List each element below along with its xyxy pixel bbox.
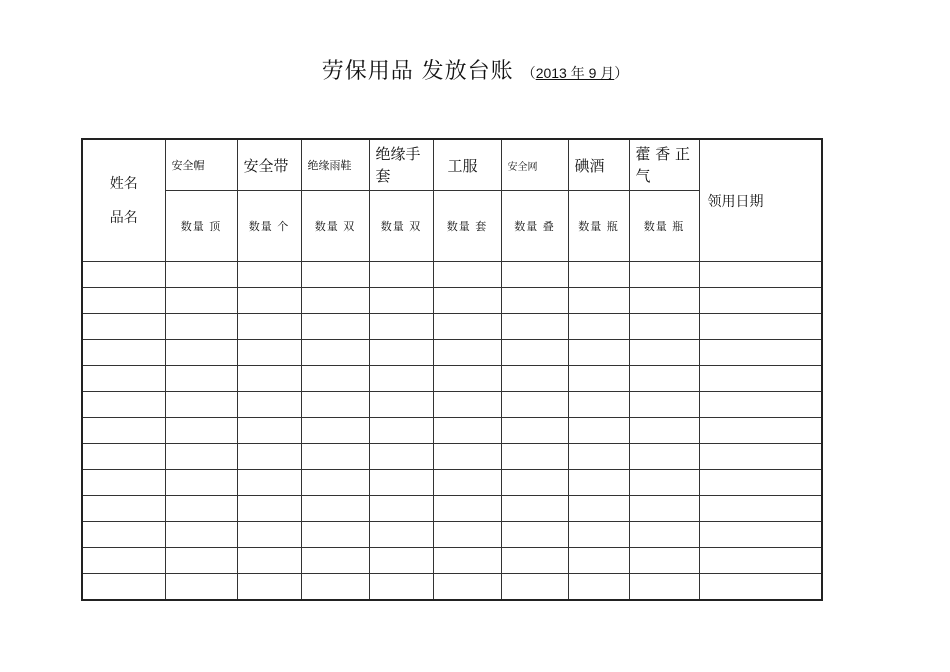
table-cell[interactable] [369, 470, 433, 496]
page-title [0, 54, 950, 85]
table-cell[interactable] [301, 314, 369, 340]
header-row-items [82, 139, 822, 191]
table-cell[interactable] [501, 522, 568, 548]
item-header-insulated-gloves: 绝缘手套 [369, 139, 433, 191]
table-cell[interactable] [165, 574, 237, 601]
table-cell[interactable] [629, 262, 699, 288]
table-cell[interactable] [165, 548, 237, 574]
corner-cell [82, 139, 165, 262]
table-cell[interactable] [165, 418, 237, 444]
table-cell[interactable] [699, 444, 822, 470]
table-cell[interactable] [301, 444, 369, 470]
table-cell[interactable] [568, 548, 629, 574]
table-cell[interactable] [369, 444, 433, 470]
table-cell[interactable] [629, 574, 699, 601]
unit-header: 数量 双 [369, 191, 433, 262]
table-cell[interactable] [82, 548, 165, 574]
table-cell[interactable] [568, 444, 629, 470]
table-cell[interactable] [165, 314, 237, 340]
table-cell[interactable] [501, 288, 568, 314]
table-cell[interactable] [699, 470, 822, 496]
table-cell[interactable] [629, 548, 699, 574]
table-cell[interactable] [165, 444, 237, 470]
table-cell[interactable] [301, 288, 369, 314]
table-cell[interactable] [165, 392, 237, 418]
table-cell[interactable] [629, 314, 699, 340]
table-row [82, 314, 822, 340]
table-cell[interactable] [165, 340, 237, 366]
table-cell[interactable] [501, 340, 568, 366]
table-cell[interactable] [82, 574, 165, 601]
table-cell[interactable] [433, 470, 501, 496]
item-header-helmet: 安全帽 [165, 139, 237, 191]
table-row [82, 340, 822, 366]
item-header-workwear: 工服 [433, 139, 501, 191]
table-cell[interactable] [82, 340, 165, 366]
table-cell[interactable] [237, 340, 301, 366]
table-cell[interactable] [699, 340, 822, 366]
table-cell[interactable] [699, 522, 822, 548]
item-header-safety-net: 安全网 [501, 139, 568, 191]
table-cell[interactable] [629, 392, 699, 418]
table-row [82, 444, 822, 470]
table-cell[interactable] [237, 574, 301, 601]
table-cell[interactable] [237, 470, 301, 496]
title-paren-close: ） [614, 66, 629, 82]
table-cell[interactable] [629, 288, 699, 314]
table-cell[interactable] [301, 574, 369, 601]
table-cell[interactable] [82, 522, 165, 548]
table-cell[interactable] [237, 314, 301, 340]
table-row [82, 262, 822, 288]
table-cell[interactable] [369, 392, 433, 418]
table-cell[interactable] [568, 262, 629, 288]
table-cell[interactable] [568, 340, 629, 366]
table-cell[interactable] [501, 314, 568, 340]
table-cell[interactable] [82, 444, 165, 470]
table-cell[interactable] [165, 522, 237, 548]
table-cell[interactable] [568, 418, 629, 444]
unit-header: 数量 套 [433, 191, 501, 262]
table-cell[interactable] [501, 392, 568, 418]
table-cell[interactable] [237, 418, 301, 444]
table-cell[interactable] [369, 548, 433, 574]
table-row [82, 522, 822, 548]
table-cell[interactable] [568, 392, 629, 418]
table-cell[interactable] [237, 392, 301, 418]
table-cell[interactable] [82, 418, 165, 444]
table-cell[interactable] [369, 340, 433, 366]
table-cell[interactable] [629, 496, 699, 522]
table-cell[interactable] [433, 314, 501, 340]
table-cell[interactable] [301, 418, 369, 444]
table-cell[interactable] [568, 288, 629, 314]
table-cell[interactable] [568, 470, 629, 496]
table-cell[interactable] [699, 392, 822, 418]
unit-header: 数量 个 [237, 191, 301, 262]
table-cell[interactable] [165, 470, 237, 496]
table-cell[interactable] [629, 418, 699, 444]
table-cell[interactable] [165, 496, 237, 522]
table-cell[interactable] [501, 444, 568, 470]
table-cell[interactable] [301, 392, 369, 418]
table-cell[interactable] [501, 496, 568, 522]
table-cell[interactable] [82, 496, 165, 522]
table-cell[interactable] [301, 366, 369, 392]
table-cell[interactable] [237, 496, 301, 522]
table-cell[interactable] [433, 340, 501, 366]
table-cell[interactable] [82, 470, 165, 496]
title-date [522, 66, 629, 82]
corner-name-label: 姓名 [109, 175, 138, 192]
table-cell[interactable] [237, 444, 301, 470]
table-row [82, 470, 822, 496]
table-cell[interactable] [301, 548, 369, 574]
table-cell[interactable] [629, 366, 699, 392]
title-paren-open: （ [521, 66, 536, 82]
table-row [82, 366, 822, 392]
table-cell[interactable] [301, 522, 369, 548]
table-cell[interactable] [433, 496, 501, 522]
corner-item-label: 品名 [109, 209, 138, 226]
table-cell[interactable] [501, 262, 568, 288]
item-header-insulated-boots: 绝缘雨鞋 [301, 139, 369, 191]
table-cell[interactable] [433, 548, 501, 574]
table-cell[interactable] [699, 288, 822, 314]
table-cell[interactable] [237, 522, 301, 548]
table-cell[interactable] [629, 470, 699, 496]
item-header-iodine: 碘酒 [568, 139, 629, 191]
table-cell[interactable] [568, 366, 629, 392]
ledger-table [81, 138, 823, 601]
table-cell[interactable] [237, 288, 301, 314]
table-row [82, 496, 822, 522]
table-cell[interactable] [237, 366, 301, 392]
table-cell[interactable] [82, 262, 165, 288]
table-cell[interactable] [433, 392, 501, 418]
table-cell[interactable] [433, 444, 501, 470]
table-row [82, 288, 822, 314]
table-cell[interactable] [433, 288, 501, 314]
table-cell[interactable] [568, 314, 629, 340]
table-cell[interactable] [501, 418, 568, 444]
table-row [82, 392, 822, 418]
table-cell[interactable] [433, 262, 501, 288]
table-cell[interactable] [301, 470, 369, 496]
table-cell[interactable] [301, 262, 369, 288]
table-cell[interactable] [369, 574, 433, 601]
unit-header: 数量 双 [301, 191, 369, 262]
table-cell[interactable] [699, 418, 822, 444]
table-cell[interactable] [629, 340, 699, 366]
table-row [82, 548, 822, 574]
table-cell[interactable] [165, 262, 237, 288]
table-cell[interactable] [82, 288, 165, 314]
table-cell[interactable] [82, 314, 165, 340]
table-cell[interactable] [237, 548, 301, 574]
table-cell[interactable] [369, 262, 433, 288]
table-cell[interactable] [699, 496, 822, 522]
unit-header: 数量 瓶 [568, 191, 629, 262]
item-header-harness: 安全带 [237, 139, 301, 191]
table-cell[interactable] [699, 548, 822, 574]
unit-header: 数量 顶 [165, 191, 237, 262]
table-cell[interactable] [568, 522, 629, 548]
table-row [82, 574, 822, 601]
table-cell[interactable] [165, 288, 237, 314]
table-cell[interactable] [165, 366, 237, 392]
table-cell[interactable] [301, 496, 369, 522]
table-cell[interactable] [82, 392, 165, 418]
table-cell[interactable] [433, 366, 501, 392]
table-cell[interactable] [699, 366, 822, 392]
title-main: 劳保用品 发放台账 [321, 59, 514, 84]
table-cell[interactable] [301, 340, 369, 366]
table-cell[interactable] [501, 470, 568, 496]
table-cell[interactable] [369, 496, 433, 522]
date-header: 领用日期 [699, 139, 822, 262]
table-cell[interactable] [629, 444, 699, 470]
table-cell[interactable] [501, 574, 568, 601]
table-row [82, 418, 822, 444]
table-cell[interactable] [237, 262, 301, 288]
table-cell[interactable] [699, 314, 822, 340]
table-cell[interactable] [629, 522, 699, 548]
title-date-text: 2013 年 9 月 [535, 65, 615, 81]
unit-header: 数量 叠 [501, 191, 568, 262]
table-cell[interactable] [369, 314, 433, 340]
table-cell[interactable] [568, 574, 629, 601]
table-cell[interactable] [369, 366, 433, 392]
table-cell[interactable] [433, 522, 501, 548]
table-cell[interactable] [82, 366, 165, 392]
table-cell[interactable] [433, 418, 501, 444]
table-cell[interactable] [699, 262, 822, 288]
table-cell[interactable] [369, 418, 433, 444]
table-cell[interactable] [568, 496, 629, 522]
item-header-huoxiang: 藿 香 正 气 [629, 139, 699, 191]
table-cell[interactable] [369, 522, 433, 548]
unit-header: 数量 瓶 [629, 191, 699, 262]
table-cell[interactable] [699, 574, 822, 601]
table-cell[interactable] [433, 574, 501, 601]
table-cell[interactable] [501, 548, 568, 574]
table-cell[interactable] [369, 288, 433, 314]
table-cell[interactable] [501, 366, 568, 392]
